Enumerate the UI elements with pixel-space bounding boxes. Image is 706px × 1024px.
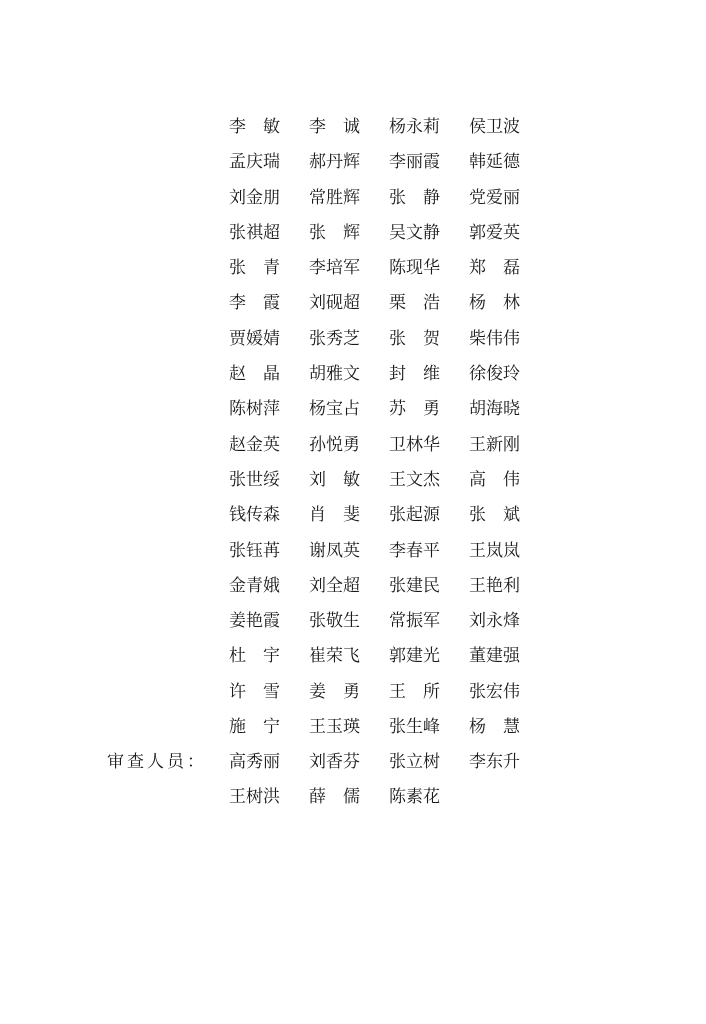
name-entry: 杜 宇 xyxy=(229,646,280,667)
name-entry: 韩延德 xyxy=(469,152,520,173)
name-entry: 李培军 xyxy=(309,258,360,279)
reviewer-name: 陈素花 xyxy=(389,787,440,808)
name-entry: 王玉瑛 xyxy=(309,717,360,738)
name-entry: 刘砚超 xyxy=(309,293,360,314)
name-entry: 封 维 xyxy=(389,364,440,385)
name-entry: 孟庆瑞 xyxy=(229,152,280,173)
name-entry: 张建民 xyxy=(389,575,440,596)
name-entry: 许 雪 xyxy=(229,681,280,702)
name-entry: 董建强 xyxy=(469,646,520,667)
name-entry: 李 诚 xyxy=(309,117,360,137)
name-entry: 刘金朋 xyxy=(229,187,280,208)
name-entry: 徐俊玲 xyxy=(469,364,520,385)
name-entry: 钱传森 xyxy=(229,505,280,526)
name-entry: 张生峰 xyxy=(389,717,440,738)
name-entry: 赵金英 xyxy=(229,434,280,455)
name-entry: 杨 慧 xyxy=(469,717,520,738)
name-entry: 姜 勇 xyxy=(309,681,360,702)
reviewer-name: 李东升 xyxy=(469,752,520,772)
name-entry: 陈现华 xyxy=(389,258,440,279)
name-entry: 柴伟伟 xyxy=(469,328,520,349)
name-entry: 陈树萍 xyxy=(229,399,280,420)
name-entry: 赵 晶 xyxy=(229,364,280,385)
name-entry: 党爱丽 xyxy=(469,187,520,208)
name-entry: 张 斌 xyxy=(469,505,520,526)
reviewers-list xyxy=(229,745,549,816)
name-entry: 郝丹辉 xyxy=(309,152,360,173)
name-entry: 杨宝占 xyxy=(309,399,360,420)
reviewer-name: 张立树 xyxy=(389,752,440,772)
name-entry: 张祺超 xyxy=(229,222,280,243)
name-entry: 刘 敏 xyxy=(309,469,360,490)
name-entry: 李 霞 xyxy=(229,293,280,314)
name-entry: 施 宁 xyxy=(229,717,280,738)
name-entry: 李丽霞 xyxy=(389,152,440,173)
reviewers-label: 审查人员： xyxy=(107,752,207,772)
name-entry: 杨 林 xyxy=(469,293,520,314)
name-entry: 谢凤英 xyxy=(309,540,360,561)
name-entry: 张 青 xyxy=(229,258,280,279)
name-entry: 王岚岚 xyxy=(469,540,520,561)
reviewer-name: 高秀丽 xyxy=(229,752,280,772)
name-entry: 金青娥 xyxy=(229,575,280,596)
name-entry: 贾媛婧 xyxy=(229,328,280,349)
reviewer-name: 王树洪 xyxy=(229,787,280,808)
name-entry: 张秀芝 xyxy=(309,328,360,349)
name-entry: 王 所 xyxy=(389,681,440,702)
name-entry: 李春平 xyxy=(389,540,440,561)
name-entry: 吴文静 xyxy=(389,222,440,243)
name-entry: 王新刚 xyxy=(469,434,520,455)
name-entry: 胡海晓 xyxy=(469,399,520,420)
name-entry: 王文杰 xyxy=(389,469,440,490)
name-entry: 郑 磊 xyxy=(469,258,520,279)
name-entry: 肖 斐 xyxy=(309,505,360,526)
name-entry: 常振军 xyxy=(389,611,440,632)
name-entry: 刘全超 xyxy=(309,575,360,596)
name-entry: 杨永莉 xyxy=(389,117,440,137)
name-entry: 张 贺 xyxy=(389,328,440,349)
name-entry: 张起源 xyxy=(389,505,440,526)
reviewer-name: 薛 儒 xyxy=(309,787,360,808)
name-entry: 苏 勇 xyxy=(389,399,440,420)
name-entry: 王艳利 xyxy=(469,575,520,596)
name-entry: 张 辉 xyxy=(309,222,360,243)
name-entry: 常胜辉 xyxy=(309,187,360,208)
name-entry: 孙悦勇 xyxy=(309,434,360,455)
name-entry: 胡雅文 xyxy=(309,364,360,385)
name-entry: 姜艳霞 xyxy=(229,611,280,632)
name-entry: 高 伟 xyxy=(469,469,520,490)
name-entry: 卫林华 xyxy=(389,434,440,455)
reviewers-section xyxy=(107,745,549,816)
name-entry: 刘永烽 xyxy=(469,611,520,632)
name-entry: 李 敏 xyxy=(229,117,280,137)
name-entry: 侯卫波 xyxy=(469,117,520,137)
name-entry: 张敬生 xyxy=(309,611,360,632)
names-list xyxy=(229,110,549,745)
name-entry: 张世绥 xyxy=(229,469,280,490)
reviewer-name: 刘香芬 xyxy=(309,752,360,772)
name-entry: 郭爱英 xyxy=(469,222,520,243)
name-entry: 崔荣飞 xyxy=(309,646,360,667)
name-entry: 张 静 xyxy=(389,187,440,208)
name-entry: 栗 浩 xyxy=(389,293,440,314)
name-entry: 张钰苒 xyxy=(229,540,280,561)
name-entry: 郭建光 xyxy=(389,646,440,667)
name-entry: 张宏伟 xyxy=(469,681,520,702)
